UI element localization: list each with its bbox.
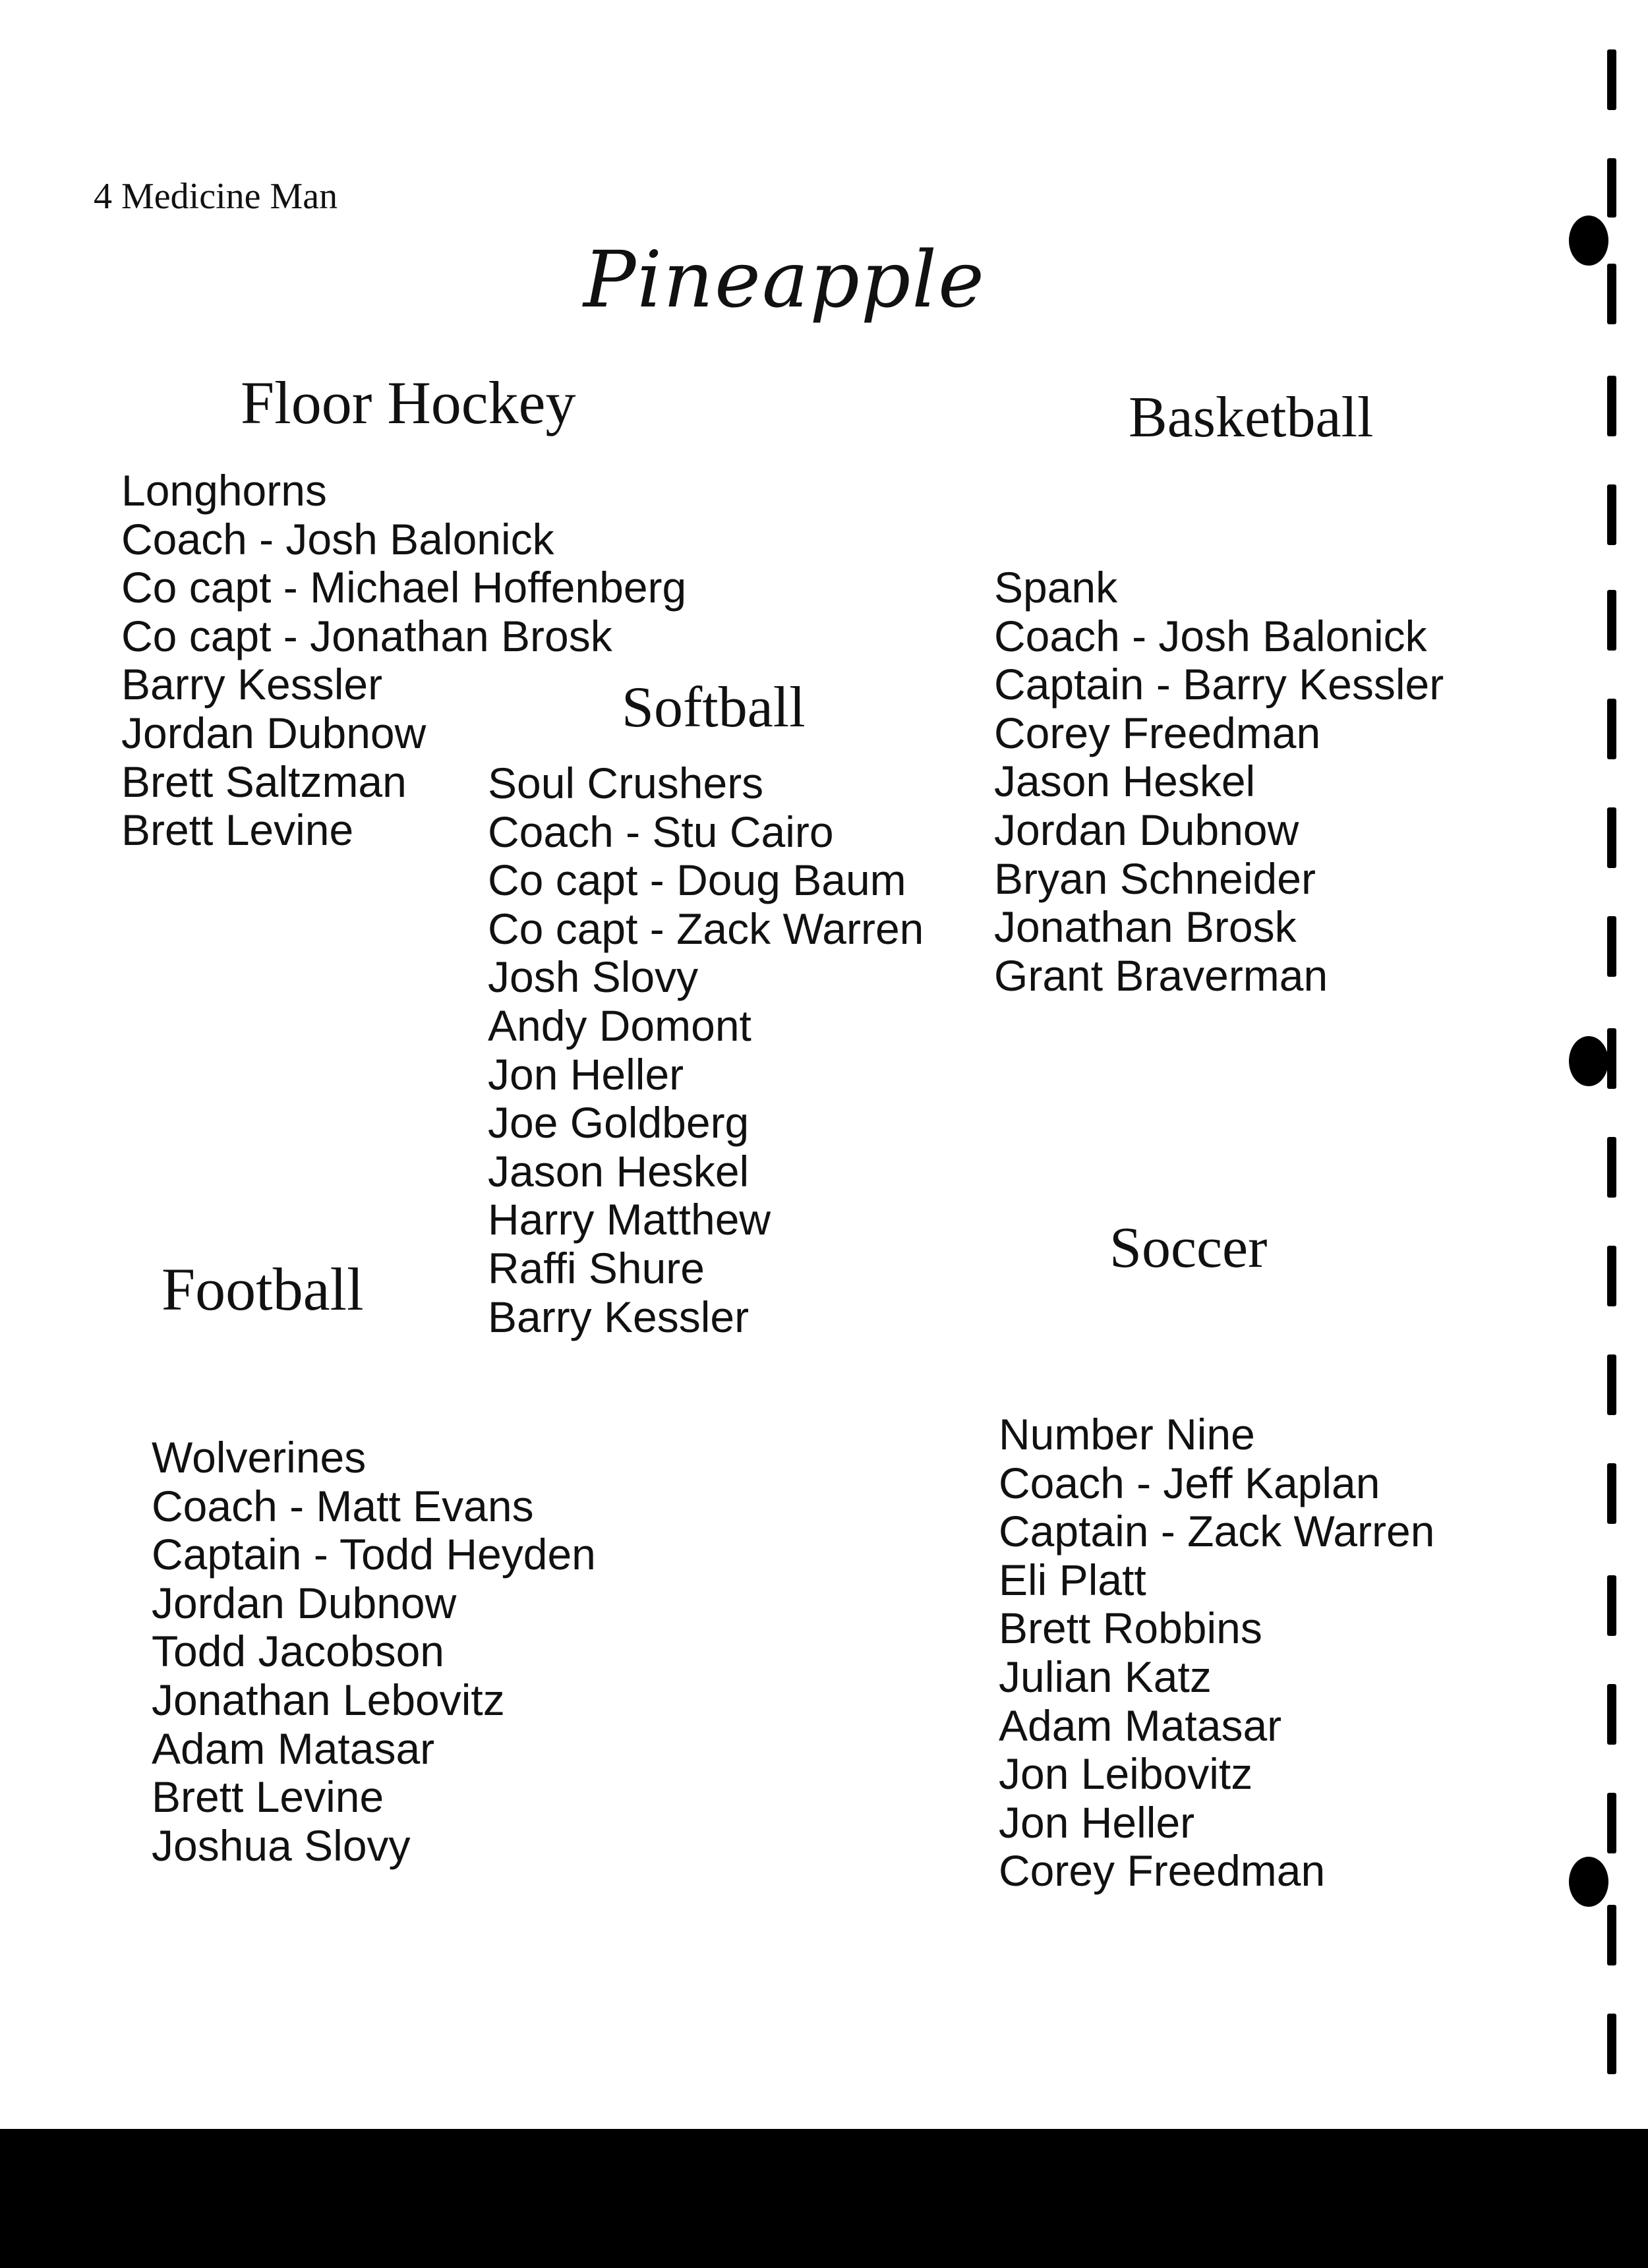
spiral-binding-holes	[1562, 0, 1648, 2129]
roster-line: Co capt - Jonathan Brosk	[121, 611, 612, 660]
roster-line: Co capt - Zack Warren	[488, 904, 924, 953]
roster-line: Barry Kessler	[121, 660, 383, 709]
roster-line: Brett Levine	[121, 805, 354, 855]
roster-line: Spank	[994, 563, 1118, 612]
roster-line: Co capt - Doug Baum	[488, 856, 906, 905]
roster-line: Julian Katz	[999, 1652, 1212, 1701]
roster-line: Grant Braverman	[994, 950, 1328, 1000]
floor-hockey-heading: Floor Hockey	[241, 369, 576, 436]
roster-line: Raffi Shure	[488, 1243, 705, 1293]
roster-line: Brett Robbins	[999, 1604, 1262, 1653]
roster-line: Jason Heskel	[994, 757, 1256, 806]
roster-line: Coach - Stu Cairo	[488, 807, 834, 856]
roster-line: Jonathan Brosk	[994, 902, 1297, 952]
roster-line: Todd Jacobson	[152, 1627, 444, 1676]
roster-line: Coach - Jeff Kaplan	[999, 1458, 1380, 1507]
roster-line: Andy Domont	[488, 1001, 751, 1050]
roster-line: Coach - Josh Balonick	[121, 514, 554, 564]
roster-line: Captain - Todd Heyden	[152, 1530, 596, 1579]
roster-line: Jordan Dubnow	[121, 708, 427, 757]
roster-line: Captain - Zack Warren	[999, 1507, 1435, 1556]
soccer-heading: Soccer	[1109, 1216, 1268, 1280]
roster-line: Joshua Slovy	[152, 1820, 411, 1870]
roster-line: Jon Heller	[488, 1049, 684, 1099]
football-roster	[152, 1434, 596, 1870]
page-title: Pineapple	[583, 234, 986, 325]
roster-line: Jason Heskel	[488, 1146, 750, 1196]
roster-line: Joe Goldberg	[488, 1098, 750, 1148]
roster-line: Wolverines	[152, 1433, 367, 1482]
roster-line: Harry Matthew	[488, 1195, 771, 1244]
roster-line: Eli Platt	[999, 1555, 1146, 1604]
roster-line: Number Nine	[999, 1410, 1255, 1459]
softball-heading: Softball	[622, 676, 806, 740]
roster-line: Jordan Dubnow	[152, 1578, 457, 1627]
roster-line: Jonathan Lebovitz	[152, 1675, 505, 1724]
soccer-roster	[999, 1410, 1434, 1896]
basketball-roster	[994, 564, 1444, 1000]
roster-line: Jon Heller	[999, 1797, 1195, 1847]
scan-border	[0, 2129, 1648, 2268]
roster-line: Brett Saltzman	[121, 757, 407, 806]
roster-line: Brett Levine	[152, 1772, 384, 1822]
roster-line: Soul Crushers	[488, 759, 764, 807]
roster-line: Josh Slovy	[488, 952, 699, 1002]
roster-line: Longhorns	[121, 466, 327, 515]
football-heading: Football	[162, 1256, 364, 1323]
roster-line: Corey Freedman	[994, 708, 1321, 757]
softball-roster	[488, 759, 924, 1341]
page-header: 4 Medicine Man	[94, 176, 338, 217]
roster-line: Jon Leibovitz	[999, 1749, 1253, 1799]
roster-line: Bryan Schneider	[994, 854, 1316, 903]
roster-line: Captain - Barry Kessler	[994, 660, 1444, 709]
roster-line: Coach - Matt Evans	[152, 1481, 534, 1530]
roster-line: Coach - Josh Balonick	[994, 611, 1427, 660]
roster-line: Corey Freedman	[999, 1846, 1326, 1896]
basketball-heading: Basketball	[1129, 386, 1374, 450]
roster-line: Co capt - Michael Hoffenberg	[121, 563, 687, 612]
roster-line: Adam Matasar	[999, 1701, 1282, 1750]
roster-line: Adam Matasar	[152, 1724, 435, 1773]
roster-line: Barry Kessler	[488, 1292, 750, 1341]
roster-line: Jordan Dubnow	[994, 805, 1299, 854]
